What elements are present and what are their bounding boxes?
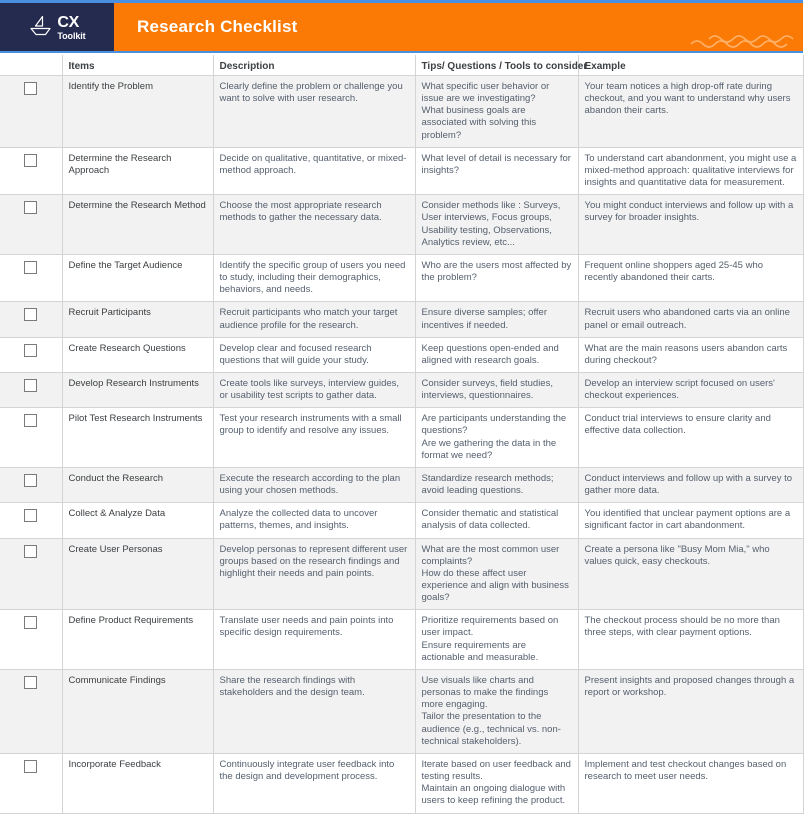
table-row bbox=[0, 372, 803, 407]
cell-line: Your team notices a high drop-off rate during checkout, and you want to understand why users abandon their carts. bbox=[584, 81, 791, 117]
row-checkbox[interactable] bbox=[24, 414, 37, 427]
cell-items: Communicate Findings bbox=[62, 669, 213, 753]
cell-line: Recruit users who abandoned carts via an online panel or email outreach. bbox=[584, 307, 790, 331]
checkbox-cell bbox=[0, 753, 62, 813]
cell-line: Test your research instruments with a small group to identify and resolve any issues. bbox=[219, 413, 402, 437]
checkbox-cell bbox=[0, 538, 62, 610]
cell-example bbox=[578, 408, 803, 468]
cell-line: Share the research findings with stakeholders and the design team. bbox=[219, 674, 365, 699]
table-row bbox=[0, 610, 803, 670]
cell-line: Ensure requirements are actionable and measurable. bbox=[421, 639, 539, 663]
title-band bbox=[114, 3, 803, 51]
row-checkbox[interactable] bbox=[24, 261, 37, 274]
cell-example bbox=[578, 669, 803, 753]
cell-tips bbox=[415, 610, 578, 670]
table-row bbox=[0, 408, 803, 468]
cell-line: Develop an interview script focused on users' checkout experiences. bbox=[584, 377, 775, 402]
cell-items: Create Research Questions bbox=[62, 337, 213, 372]
cell-description bbox=[213, 147, 415, 194]
cell-items: Create User Personas bbox=[62, 538, 213, 610]
row-checkbox[interactable] bbox=[24, 308, 37, 321]
cell-line: Decide on qualitative, quantitative, or mixed-method approach. bbox=[219, 152, 407, 176]
cell-example bbox=[578, 337, 803, 372]
cell-line: Who are the users most affected by the problem? bbox=[421, 259, 572, 284]
cell-example bbox=[578, 195, 803, 255]
cell-tips bbox=[415, 408, 578, 468]
checklist-table-body bbox=[0, 76, 803, 814]
cell-items: Define Product Requirements bbox=[62, 610, 213, 670]
cell-line: The checkout process should be no more than three steps, with clear payment options. bbox=[584, 615, 780, 639]
table-row bbox=[0, 147, 803, 194]
table-row bbox=[0, 76, 803, 148]
row-checkbox[interactable] bbox=[24, 676, 37, 689]
page-title: Research Checklist bbox=[137, 17, 298, 36]
cell-line: Tailor the presentation to the audience (e.g., technical vs. non-technical stakeholders). bbox=[421, 711, 561, 747]
cell-line: Ensure diverse samples; offer incentives if needed. bbox=[421, 307, 547, 331]
cell-line: Are we gathering the data in the format we need? bbox=[421, 437, 557, 461]
checkbox-cell bbox=[0, 302, 62, 337]
cell-example bbox=[578, 302, 803, 337]
cell-description bbox=[213, 254, 415, 301]
checkbox-cell bbox=[0, 503, 62, 538]
cell-line: Clearly define the problem or challenge you want to solve with user research. bbox=[219, 81, 403, 105]
row-checkbox[interactable] bbox=[24, 82, 37, 95]
cell-line: What specific user behavior or issue are we investigating? bbox=[421, 81, 550, 105]
cell-line: Create tools like surveys, interview guides, or usability test scripts to gather data. bbox=[219, 377, 400, 402]
cell-line: You identified that unclear payment options are a significant factor in cart abandonment. bbox=[584, 508, 791, 532]
cell-line: Use visuals like charts and personas to make the findings more engaging. bbox=[421, 674, 549, 711]
checkbox-cell bbox=[0, 76, 62, 148]
checklist-table bbox=[0, 55, 804, 814]
cell-description bbox=[213, 337, 415, 372]
cell-line: Prioritize requirements based on user impact. bbox=[421, 615, 559, 639]
cell-description bbox=[213, 302, 415, 337]
header-bottom-rule bbox=[0, 51, 803, 53]
cell-items: Determine the Research Approach bbox=[62, 147, 213, 194]
row-checkbox[interactable] bbox=[24, 474, 37, 487]
wave-decoration-icon bbox=[691, 25, 801, 52]
cell-line: How do these affect user experience and align with business goals? bbox=[421, 567, 569, 604]
cell-line: Keep questions open-ended and aligned with research goals. bbox=[421, 342, 559, 366]
cell-tips bbox=[415, 753, 578, 813]
row-checkbox[interactable] bbox=[24, 760, 37, 773]
row-checkbox[interactable] bbox=[24, 154, 37, 167]
cell-tips bbox=[415, 503, 578, 538]
cell-tips bbox=[415, 76, 578, 148]
cell-line: Recruit participants who match your target audience profile for the research. bbox=[219, 307, 398, 331]
cell-description bbox=[213, 753, 415, 813]
cell-line: What level of detail is necessary for insights? bbox=[421, 152, 571, 176]
cell-description bbox=[213, 372, 415, 407]
row-checkbox[interactable] bbox=[24, 509, 37, 522]
cell-items: Identify the Problem bbox=[62, 76, 213, 148]
cell-line: Develop clear and focused research questions that will guide your study. bbox=[219, 342, 372, 366]
table-row bbox=[0, 669, 803, 753]
cell-example bbox=[578, 147, 803, 194]
cell-items: Develop Research Instruments bbox=[62, 372, 213, 407]
checkbox-cell bbox=[0, 408, 62, 468]
cell-line: Implement and test checkout changes based on research to meet user needs. bbox=[584, 758, 787, 783]
cell-tips bbox=[415, 254, 578, 301]
brand-logo bbox=[0, 3, 114, 51]
cell-example bbox=[578, 503, 803, 538]
column-header-checkbox bbox=[0, 55, 62, 76]
table-row bbox=[0, 254, 803, 301]
logo-cx-text: CX bbox=[57, 14, 80, 31]
cell-items: Recruit Participants bbox=[62, 302, 213, 337]
cell-example bbox=[578, 76, 803, 148]
cell-line: Continuously integrate user feedback into the design and development process. bbox=[219, 758, 395, 783]
cell-tips bbox=[415, 302, 578, 337]
page-header bbox=[0, 3, 803, 51]
cell-line: Consider thematic and statistical analysis of data collected. bbox=[421, 508, 559, 532]
checkbox-cell bbox=[0, 669, 62, 753]
cell-line: Are participants understanding the questions? bbox=[421, 413, 567, 437]
table-row bbox=[0, 503, 803, 538]
logo-toolkit-text: Toolkit bbox=[57, 31, 86, 41]
cell-example bbox=[578, 467, 803, 502]
table-row bbox=[0, 467, 803, 502]
cell-description bbox=[213, 467, 415, 502]
cell-line: Consider methods like : Surveys, User interviews, Focus groups, Usability testing, Observations, Analytics review, etc... bbox=[421, 200, 561, 248]
cell-description bbox=[213, 195, 415, 255]
table-row bbox=[0, 337, 803, 372]
row-checkbox[interactable] bbox=[24, 201, 37, 214]
cell-line: Consider surveys, field studies, interviews, questionnaires. bbox=[421, 377, 553, 402]
row-checkbox[interactable] bbox=[24, 344, 37, 357]
cell-line: You might conduct interviews and follow up with a survey for broader insights. bbox=[584, 200, 794, 224]
checkbox-cell bbox=[0, 337, 62, 372]
cell-line: Iterate based on user feedback and testing results. bbox=[421, 758, 571, 783]
table-row bbox=[0, 195, 803, 255]
sailboat-icon bbox=[28, 13, 54, 44]
column-header-example: Example bbox=[578, 55, 803, 76]
table-row bbox=[0, 753, 803, 813]
cell-description bbox=[213, 76, 415, 148]
cell-line: Create a persona like "Busy Mom Mia," who values quick, easy checkouts. bbox=[584, 543, 770, 567]
cell-line: To understand cart abandonment, you might use a mixed-method approach: qualitative interviews for insights and quantitative data for measurement. bbox=[584, 152, 797, 189]
cell-items: Conduct the Research bbox=[62, 467, 213, 502]
row-checkbox[interactable] bbox=[24, 379, 37, 392]
cell-line: What are the main reasons users abandon carts during checkout? bbox=[584, 342, 788, 366]
cell-tips bbox=[415, 337, 578, 372]
cell-line: Frequent online shoppers aged 25-45 who recently abandoned their carts. bbox=[584, 259, 764, 284]
cell-line: Develop personas to represent different user groups based on the research findings and highlight their needs and pain points. bbox=[219, 543, 408, 579]
column-header-items: Items bbox=[62, 55, 213, 76]
cell-line: Maintain an ongoing dialogue with users to keep refining the product. bbox=[421, 783, 566, 807]
column-header-description: Description bbox=[213, 55, 415, 76]
table-header-row bbox=[0, 55, 803, 76]
cell-line: What are the most common user complaints? bbox=[421, 543, 560, 567]
cell-line: Present insights and proposed changes through a report or workshop. bbox=[584, 674, 795, 699]
cell-description bbox=[213, 610, 415, 670]
cell-line: Execute the research according to the plan using your chosen methods. bbox=[219, 472, 401, 497]
cell-tips bbox=[415, 538, 578, 610]
cell-tips bbox=[415, 372, 578, 407]
cell-example bbox=[578, 538, 803, 610]
checkbox-cell bbox=[0, 372, 62, 407]
checkbox-cell bbox=[0, 147, 62, 194]
cell-items: Define the Target Audience bbox=[62, 254, 213, 301]
row-checkbox[interactable] bbox=[24, 616, 37, 629]
cell-line: Conduct interviews and follow up with a survey to gather more data. bbox=[584, 472, 793, 497]
checkbox-cell bbox=[0, 195, 62, 255]
cell-line: Standardize research methods; avoid leading questions. bbox=[421, 472, 554, 497]
cell-line: Translate user needs and pain points into specific design requirements. bbox=[219, 615, 394, 639]
cell-description bbox=[213, 669, 415, 753]
cell-line: Choose the most appropriate research methods to gather the necessary data. bbox=[219, 200, 382, 224]
cell-items: Collect & Analyze Data bbox=[62, 503, 213, 538]
cell-items: Determine the Research Method bbox=[62, 195, 213, 255]
table-row bbox=[0, 538, 803, 610]
column-header-tips: Tips/ Questions / Tools to consider bbox=[415, 55, 578, 76]
table-row bbox=[0, 302, 803, 337]
cell-example bbox=[578, 372, 803, 407]
cell-line: Identify the specific group of users you need to study, including their demographics, behaviors, and needs. bbox=[219, 259, 406, 296]
cell-example bbox=[578, 753, 803, 813]
cell-example bbox=[578, 610, 803, 670]
cell-tips bbox=[415, 669, 578, 753]
cell-tips bbox=[415, 195, 578, 255]
cell-line: Analyze the collected data to uncover patterns, themes, and insights. bbox=[219, 508, 378, 532]
cell-line: Conduct trial interviews to ensure clarity and effective data collection. bbox=[584, 413, 771, 437]
checklist-table-wrap bbox=[0, 55, 803, 814]
checkbox-cell bbox=[0, 610, 62, 670]
row-checkbox[interactable] bbox=[24, 545, 37, 558]
cell-tips bbox=[415, 467, 578, 502]
cell-example bbox=[578, 254, 803, 301]
checkbox-cell bbox=[0, 467, 62, 502]
checkbox-cell bbox=[0, 254, 62, 301]
cell-items: Pilot Test Research Instruments bbox=[62, 408, 213, 468]
cell-description bbox=[213, 503, 415, 538]
cell-tips bbox=[415, 147, 578, 194]
cell-description bbox=[213, 538, 415, 610]
cell-description bbox=[213, 408, 415, 468]
cell-line: What business goals are associated with solving this problem? bbox=[421, 105, 537, 141]
cell-items: Incorporate Feedback bbox=[62, 753, 213, 813]
